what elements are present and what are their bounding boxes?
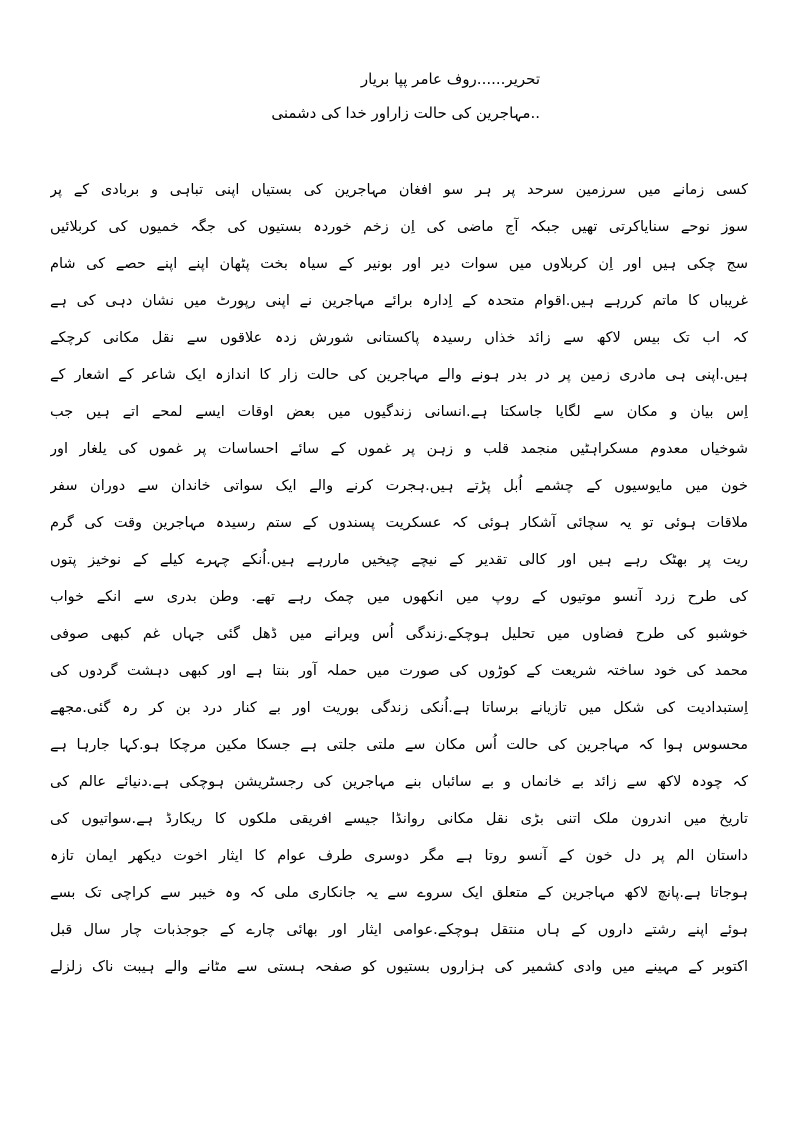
body-line: ملاقات ہوئی تو یہ سچائی آشکار ہوئی کہ عسکریت پسندوں کے ستم رسیدہ مہاجرین وقت کی گرم (50, 515, 748, 531)
body-line: داستان الم پر دل خون کے آنسو روتا ہے مگر دوسری طرف عوام کا ایثار اخوت دیکھر ایمان تازہ (50, 848, 748, 864)
body-line: خون میں مایوسیوں کے چشمے اُبل پڑتے ہیں.ہجرت کرنے والے ایک سواتی خاندان سے دوران سفر (50, 478, 748, 494)
body-line: سوز نوحے سنایاکرتی تھیں جبکہ آج ماضی کی اِن زخم خوردہ بستیوں کی جگہ خمیوں کی کربلائیں (50, 219, 748, 235)
body-line: خوشبو کی طرح فضاوں میں تحلیل ہوچکے.زندگی اُس ویرانے میں ڈھل گئی جہاں غم کبھی صوفی (50, 626, 748, 642)
body-line: اکتوبر کے مہینے میں وادی کشمیر کی ہزاروں بستیوں کو صفحہ ہستی سے مٹانے والے ہیبت ناک زلزلے (50, 959, 748, 975)
author-byline: تحریر......روف عامر پپا بریار (360, 70, 540, 88)
body-line: ریت پر بھٹک رہے ہیں اور کالی تقدیر کے نیچے چیخیں ماررہے ہیں.اُنکے چہرے کیلے کے نوخیز پتوں (50, 552, 748, 568)
body-line: کہ اب تک بیس لاکھ سے زائد خذاں رسیدہ پاکستانی شورش زدہ علاقوں سے نقل مکانی کرچکے (50, 330, 748, 346)
article-body (50, 172, 748, 986)
article-header (200, 62, 540, 130)
body-line: ہوئے اپنے رشتے داروں کے ہاں منتقل ہوچکے.عوامی ایثار اور بھائی چارے کے جوجذبات چار سال قبل (50, 922, 748, 938)
body-line: اِس بیان و مکان سے لگایا جاسکتا ہے.انسانی زندگیوں میں بعض اوقات ایسے لمحے اتے ہیں جب (50, 404, 748, 420)
body-line: ہوجاتا ہے.پانچ لاکھ مہاجرین کے متعلق ایک سروے سے یہ جانکاری ملی کہ وہ خیبر سے کراچی تک بسے (50, 885, 748, 901)
body-line: شوخیاں معدوم مسکراہٹیں منجمد قلب و زہن پر غموں کے سائے احساسات پر غموں کی یلغار اور (50, 441, 748, 457)
body-line: تاریخ میں اندرون ملک اتنی بڑی نقل مکانی روانڈا جیسے افریقی ملکوں کا ریکارڈ ہے.سواتیوں کی (50, 811, 748, 827)
body-line: غریباں کا ماتم کررہے ہیں.اقوام متحدہ کے اِدارہ برائے مہاجرین نے اپنی رپورٹ میں نشان دہی کی ہے (50, 293, 748, 309)
body-line: محسوس ہوا کہ مہاجرین کی حالت اُس مکان سے ملتی جلتی ہے جسکا مکین مرچکا ہو.کہا جارہا ہے (50, 737, 748, 753)
body-line: سج چکی ہیں اور اِن کربلاوں میں سوات دیر اور بونیر کے سیاہ بخت پٹھان اپنے اپنے حصے کی شام (50, 256, 748, 272)
body-line: محمد کی خود ساختہ شریعت کے کوڑوں کی صورت میں حملہ آور بنتا ہے اور کبھی دہشت گردوں کی (50, 663, 748, 679)
article-title: ..مہاجرین کی حالت زاراور خدا کی دشمنی (271, 104, 540, 122)
body-line: اِستبدادیت کی شکل میں تازیانے برساتا ہے.اُنکی زندگی بوریت اور بے کنار درد بن کر رہ گئی.مجھے (50, 700, 748, 716)
body-line: کسی زمانے میں سرزمین سرحد پر ہر سو افغان مہاجرین کی بستیاں اپنی تباہی و بربادی کے پر (50, 182, 748, 198)
body-line: کہ چودہ لاکھ سے زائد بے خانماں و بے سائباں بنے مہاجرین کی رجسٹریشن ہوچکی ہے.دنیائے عالم کی (50, 774, 748, 790)
body-line: ہیں.اپنی ہی مادری زمین پر در بدر ہونے والے مہاجرین کی حالت زار کا اندازہ ایک شاعر کے اشعار کے (50, 367, 748, 383)
body-line: کی طرح زرد آنسو موتیوں کے روپ میں انکھوں میں چمک رہے تھے. وطن بدری سے انکے خواب (50, 589, 748, 605)
